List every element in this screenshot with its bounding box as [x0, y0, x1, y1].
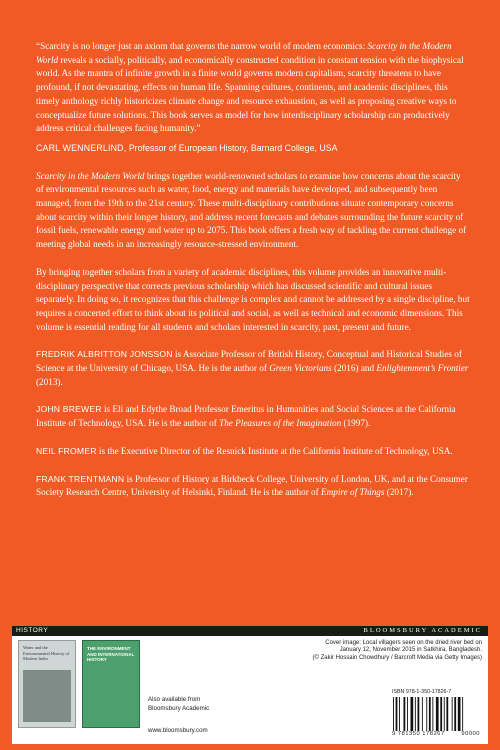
description-paragraph-2: By bringing together scholars from a variety of academic disciplines, this volume provides an innovative multi-disciplinary perspective that corrects previous scholarship which has discussed scientific and cultural issues separately. In doing so, it recognizes that this challenge is complex and cannot be addressed by a single discipline, but requires a concerted effort to think about its political and social, as well as technical and economic dimensions. This volume is essential reading for all students and scholars interested in scarcity, past, present and future.	[36, 266, 470, 332]
editor-bio-trentmann: FRANK TRENTMANN is Professor of History at Birkbeck College, University of London, UK, and at the Consumer Society Research Centre, University of Helsinki, Finland. He is the author of Empire of Things (2017).	[36, 473, 468, 498]
editor-bio-brewer: JOHN BREWER is Eli and Edythe Broad Professor Emeritus in Humanities and Social Sciences at the California Institute of Technology, USA. He is the author of The Pleasures of the Imagination (1997).	[36, 404, 456, 429]
cover-image-credit: Cover image: Local villagers seen on the dried river bed on January 12, November 2015 in Satkhira, Bangladesh. (© Zakir Hossain Chowdhury / Barcroft Media via Getty Images)	[312, 640, 482, 661]
editor-bio-fromer: NEIL FROMER is the Executive Director of the Resnick Institute at the California Institute of Technology, USA.	[36, 445, 453, 456]
publisher-website: www.bloomsbury.com	[148, 727, 208, 734]
editor-bio-jonsson: FREDRIK ALBRITTON JONSSON is Associate Professor of British History, Conceptual and Historical Studies of Science at the University of Chicago, USA. He is the author of Green Victorians (2016) and Enlightenment’s Frontier (2013).	[36, 349, 469, 387]
endorsement-author: CARL WENNERLIND, Professor of European History, Barnard College, USA	[36, 142, 338, 153]
barcode-digits: 9 781350 178267 90000	[392, 731, 480, 737]
publisher-name: BLOOMSBURY ACADEMIC	[363, 627, 482, 634]
endorsement-quote: “Scarcity is no longer just an axiom that governs the narrow world of modern economics: Scarcity in the Modern World reveals a socially, politically, and economically constructed condition in constant tension with the biophysical world. As the mantra of infinite growth in a finite world governs modern capitalism, scarcity threatens to have profound, if not devastating, effects on human life. Spanning cultures, continents, and academic disciplines, this timely anthology richly historicizes climate change and resource exhaustion, as well as proposing creative ways to conceptualize future solutions. This book serves as model for how interdisciplinary scholarship can productively address critical challenges facing humanity.”	[36, 41, 464, 134]
also-available-text: Also available from Bloomsbury Academic	[148, 696, 210, 712]
back-cover-text	[36, 40, 470, 514]
book-cover-image	[23, 670, 71, 722]
subject-label: HISTORY	[16, 627, 49, 634]
isbn-label: ISBN 978-1-350-17826-7	[392, 689, 452, 695]
related-book-cover-1: Water and the Environmental History of Modern India	[18, 640, 76, 728]
footer-panel	[12, 636, 488, 744]
related-book-cover-2: THE ENVIRONMENT AND INTERNATIONAL HISTORY	[82, 640, 140, 728]
description-paragraph-1: Scarcity in the Modern World brings together world-renowned scholars to examine how concerns about the scarcity of environmental resources such as water, food, energy and materials have developed, and subsequently been managed, from the 19th to the 21st century. These multi-disciplinary contributions situate contemporary concerns about scarcity within their longer history, and address recent forecasts and debates surrounding the future scarcity of fossil fuels, renewable energy and water up to 2075. This book offers a fresh way of tackling the current challenge of meeting global needs in an increasingly resource-stressed environment.	[36, 170, 467, 250]
publisher-band	[12, 626, 488, 636]
barcode	[392, 697, 480, 731]
